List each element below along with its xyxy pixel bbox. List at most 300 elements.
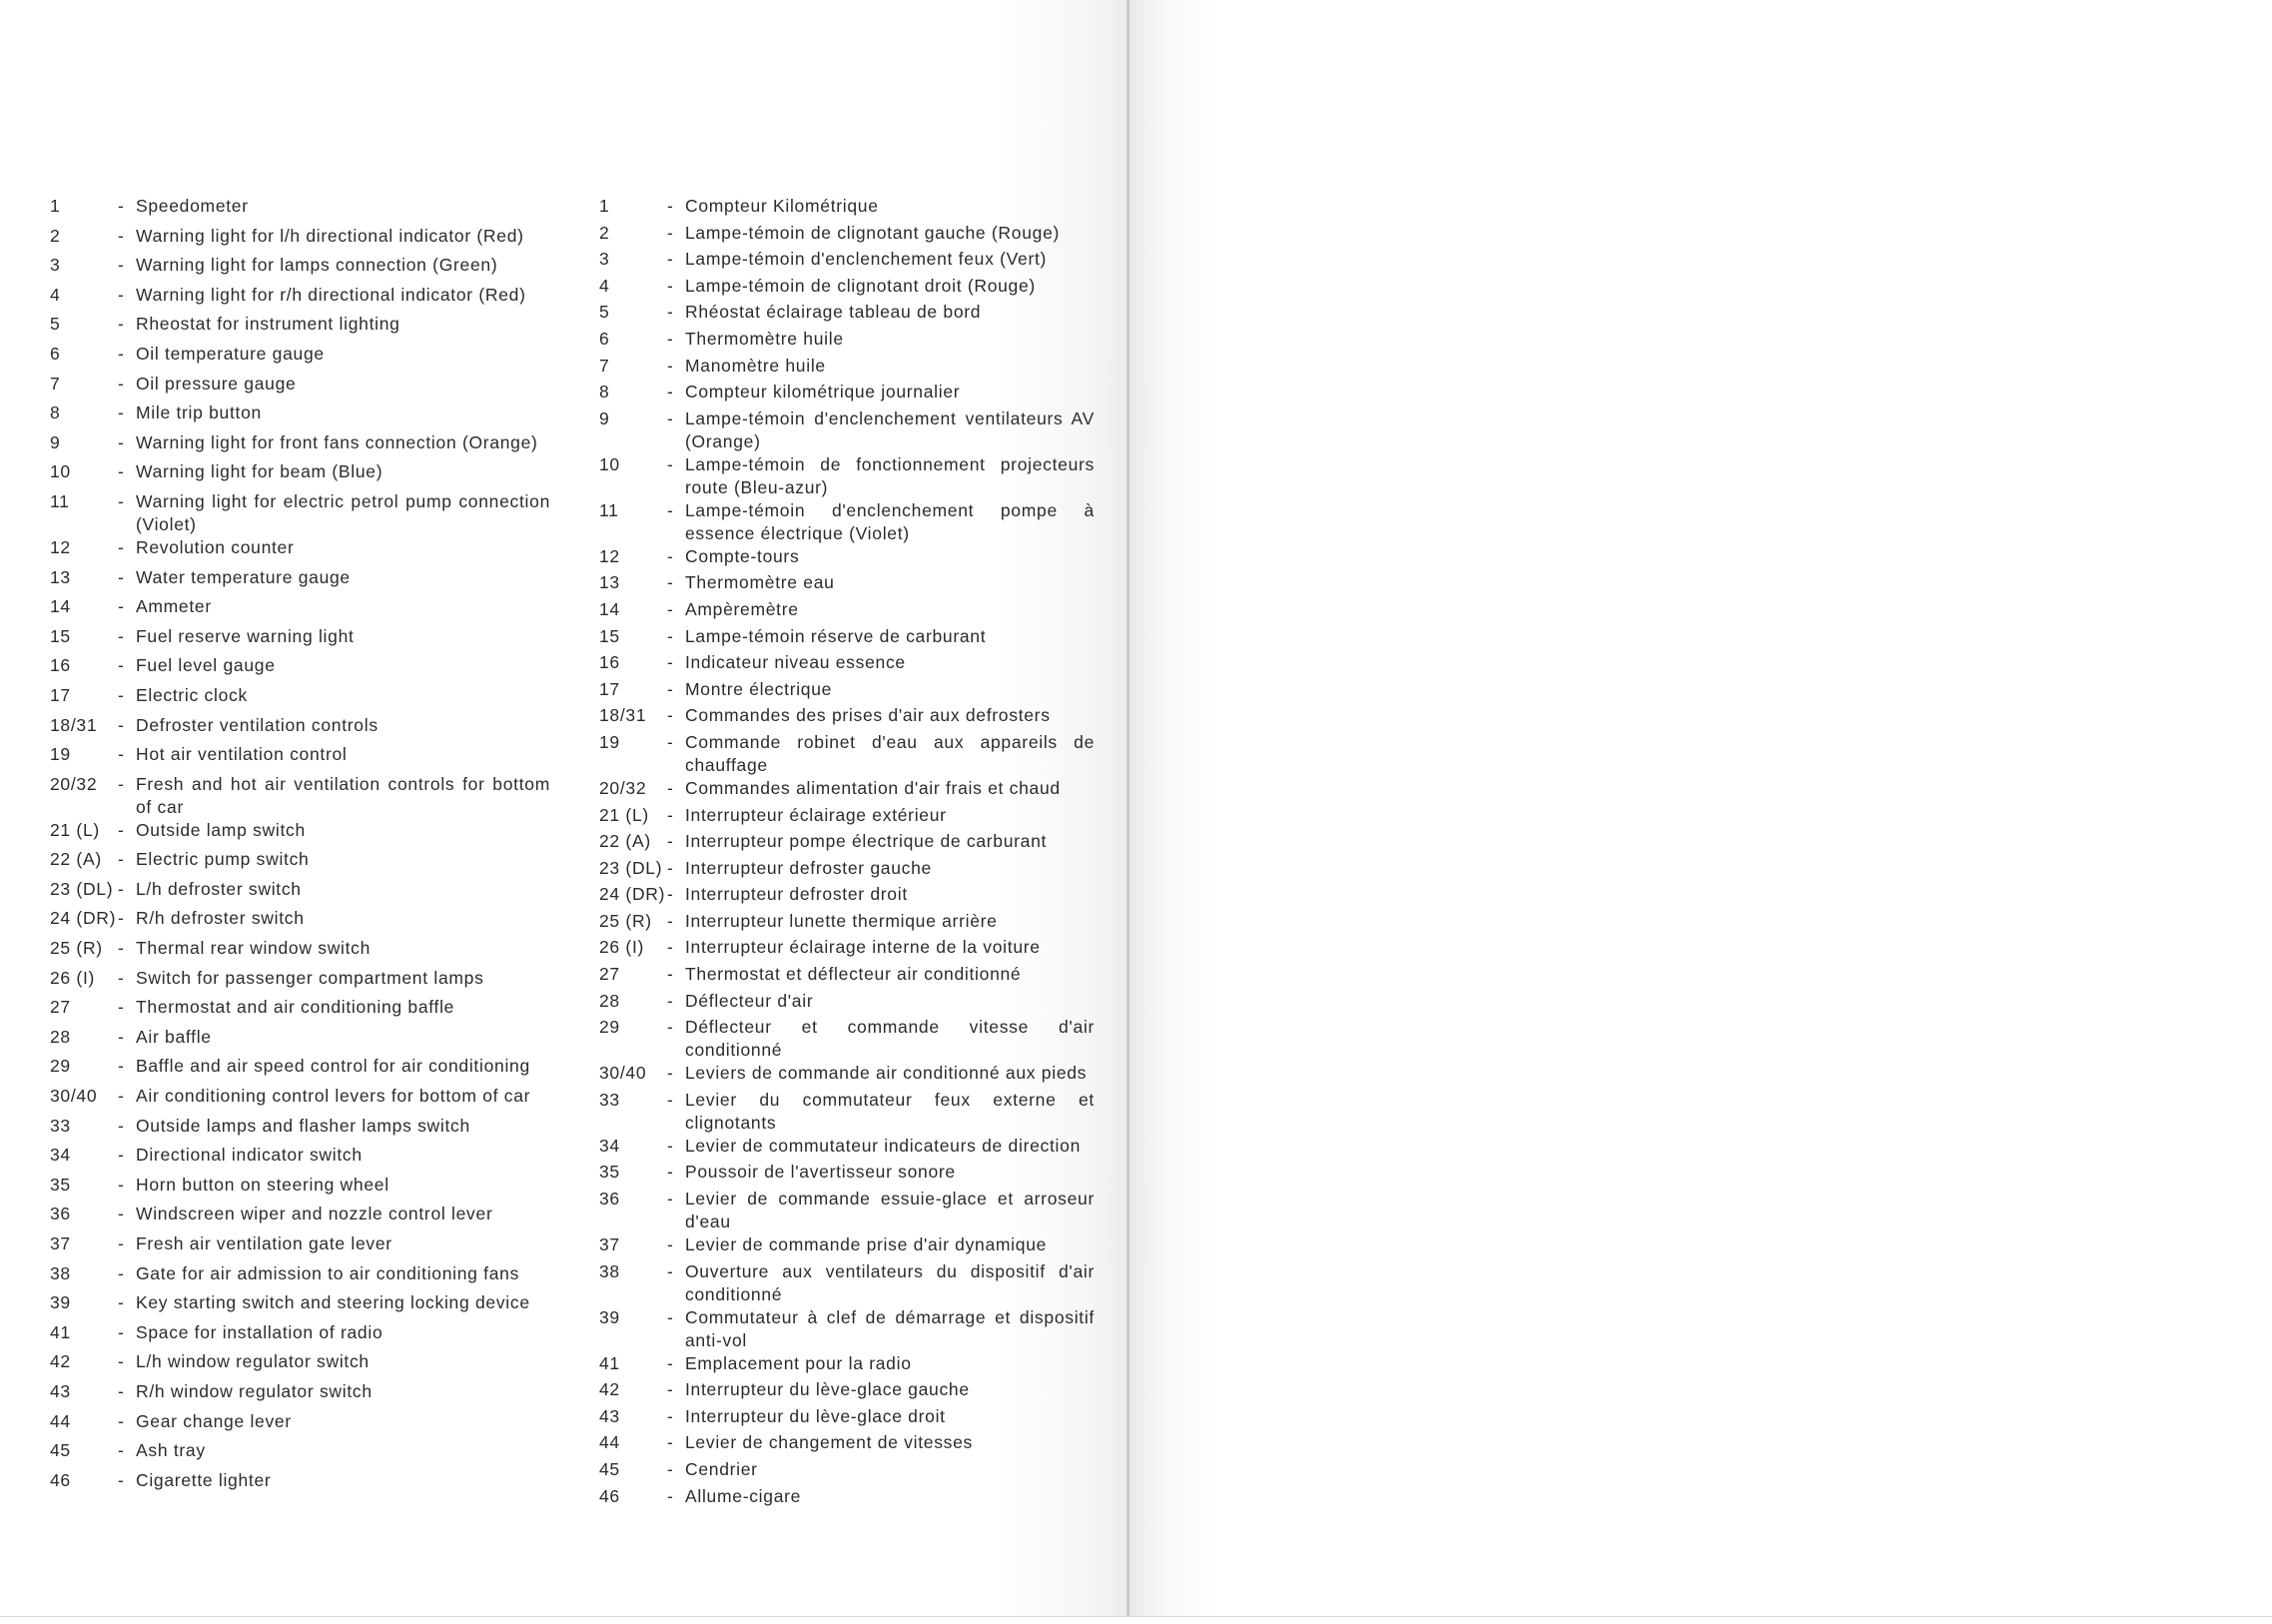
legend-text: Warning light for lamps connection (Green) (136, 255, 498, 276)
legend-dash: - (667, 1405, 674, 1426)
legend-text: Horn button on steering wheel (136, 1174, 389, 1195)
legend-text: Interrupteur lunette thermique arrière (685, 910, 998, 931)
legend-text: Lampe-témoin de clignotant droit (Rouge) (685, 275, 1036, 296)
legend-dash: - (118, 1204, 125, 1224)
legend-number: 46 (599, 1485, 620, 1506)
legend-number: 42 (599, 1379, 620, 1400)
legend-row (50, 225, 554, 255)
legend-text: Interrupteur defroster droit (685, 884, 908, 905)
legend-text: Space for installation of radio (136, 1321, 383, 1342)
legend-dash: - (118, 1056, 125, 1077)
legend-text: Lampe-témoin de clignotant gauche (Rouge) (685, 222, 1061, 243)
legend-row (599, 1431, 1099, 1458)
legend-dash: - (667, 652, 674, 673)
legend-text: Outside lamps and flasher lamps switch (136, 1115, 470, 1136)
legend-row (599, 1352, 1099, 1379)
legend-number: 46 (50, 1469, 71, 1490)
legend-text: Ouverture aux ventilateurs du dispositif d'air conditionné (685, 1260, 1095, 1304)
legend-number: 35 (50, 1174, 71, 1195)
legend-number: 3 (599, 249, 610, 270)
legend-text: Thermomètre huile (685, 328, 844, 349)
legend-row (50, 625, 554, 655)
legend-dash: - (118, 967, 125, 988)
legend-number: 34 (50, 1145, 71, 1166)
legend-row (50, 714, 554, 744)
legend-number: 8 (50, 403, 61, 423)
legend-dash: - (667, 964, 674, 985)
legend-dash: - (667, 196, 674, 216)
legend-dash: - (667, 1352, 674, 1373)
legend-dash: - (118, 849, 125, 870)
legend-number: 38 (50, 1262, 71, 1283)
legend-dash: - (118, 1321, 125, 1342)
legend-number: 41 (599, 1352, 620, 1373)
legend-text: Levier de changement de vitesses (685, 1432, 973, 1453)
legend-row (50, 460, 554, 490)
legend-row (50, 343, 554, 373)
legend-number: 21 (L) (50, 819, 100, 840)
legend-row (50, 313, 554, 343)
legend-row (599, 857, 1099, 884)
legend-number: 15 (50, 625, 71, 646)
legend-number: 33 (50, 1115, 71, 1136)
legend-dash: - (118, 819, 125, 840)
legend-dash: - (667, 1189, 674, 1210)
legend-row (599, 1016, 1099, 1062)
legend-text: Gear change lever (136, 1410, 292, 1431)
legend-number: 18/31 (50, 714, 98, 735)
legend-text: Warning light for l/h directional indicator (Red) (136, 225, 524, 246)
legend-dash: - (667, 249, 674, 270)
legend-number: 35 (599, 1162, 620, 1183)
legend-number: 25 (R) (50, 938, 103, 959)
legend-number: 20/32 (50, 773, 98, 794)
legend-text: R/h defroster switch (136, 908, 305, 929)
legend-row (50, 878, 554, 908)
book-gutter (1127, 0, 1130, 1616)
legend-number: 43 (599, 1405, 620, 1426)
legend-number: 9 (50, 431, 61, 452)
legend-row (50, 684, 554, 714)
legend-row (599, 328, 1099, 355)
legend-text: Electric pump switch (136, 849, 310, 870)
legend-row (599, 678, 1099, 705)
legend-row (599, 1089, 1099, 1135)
legend-dash: - (118, 373, 125, 394)
legend-text: Fresh air ventilation gate lever (136, 1233, 392, 1253)
legend-text: Mile trip button (136, 403, 262, 423)
legend-row (50, 195, 554, 225)
legend-row (50, 1203, 554, 1232)
legend-number: 44 (50, 1410, 71, 1431)
legend-text: Fuel level gauge (136, 655, 276, 676)
legend-row (50, 1055, 554, 1085)
legend-number: 19 (50, 744, 71, 765)
legend-text: Commandes des prises d'air aux defrosters (685, 705, 1051, 726)
legend-number: 39 (599, 1306, 620, 1327)
legend-row (50, 819, 554, 849)
legend-number: 5 (599, 302, 610, 323)
legend-text: Gate for air admission to air conditioning fans (136, 1262, 520, 1283)
legend-dash: - (667, 804, 674, 825)
legend-number: 11 (599, 499, 619, 520)
legend-row (599, 598, 1099, 625)
legend-row (599, 883, 1099, 910)
legend-dash: - (118, 1086, 125, 1107)
legend-dash: - (118, 1026, 125, 1047)
legend-row (50, 373, 554, 403)
legend-dash: - (118, 773, 125, 794)
legend-number: 5 (50, 314, 61, 335)
legend-text: Rhéostat éclairage tableau de bord (685, 302, 982, 323)
legend-number: 16 (50, 655, 71, 676)
legend-number: 6 (599, 328, 610, 349)
legend-row (50, 566, 554, 596)
legend-row (599, 248, 1099, 275)
legend-text: Air baffle (136, 1026, 212, 1047)
legend-dash: - (667, 678, 674, 699)
legend-french (599, 195, 1099, 1511)
legend-text: Lampe-témoin de fonctionnement projecteurs route (Bleu-azur) (685, 453, 1095, 497)
legend-text: Electric clock (136, 684, 248, 705)
legend-row (599, 1306, 1099, 1352)
legend-text: Indicateur niveau essence (685, 652, 906, 673)
legend-number: 23 (DL) (50, 878, 114, 899)
legend-number: 34 (599, 1135, 620, 1156)
legend-dash: - (118, 343, 125, 364)
legend-row (599, 571, 1099, 598)
legend-text: Ash tray (136, 1440, 206, 1461)
legend-text: Leviers de commande air conditionné aux pieds (685, 1063, 1088, 1084)
legend-dash: - (667, 545, 674, 566)
legend-text: Directional indicator switch (136, 1145, 363, 1166)
legend-dash: - (118, 1233, 125, 1253)
legend-row (599, 1378, 1099, 1405)
legend-row (50, 595, 554, 625)
legend-dash: - (118, 314, 125, 335)
legend-text: Oil pressure gauge (136, 373, 297, 394)
legend-dash: - (667, 1089, 674, 1110)
legend-text: Thermomètre eau (685, 572, 835, 593)
legend-row (599, 275, 1099, 302)
legend-text: Compte-tours (685, 545, 800, 566)
legend-dash: - (667, 625, 674, 646)
legend-text: Switch for passenger compartment lamps (136, 967, 484, 988)
legend-dash: - (118, 1262, 125, 1283)
legend-text: Manomètre huile (685, 355, 826, 376)
legend-row (50, 431, 554, 461)
legend-dash: - (118, 225, 125, 246)
legend-dash: - (118, 566, 125, 587)
legend-dash: - (118, 1469, 125, 1490)
legend-english (50, 195, 554, 1498)
legend-row (50, 536, 554, 566)
legend-number: 13 (599, 572, 620, 593)
legend-dash: - (118, 255, 125, 276)
legend-text: Compteur kilométrique journalier (685, 382, 961, 403)
legend-text: Warning light for r/h directional indicator (Red) (136, 284, 526, 305)
legend-row (599, 625, 1099, 652)
legend-number: 24 (DR) (599, 884, 666, 905)
legend-row (599, 990, 1099, 1017)
legend-dash: - (667, 731, 674, 752)
legend-row (50, 773, 554, 819)
legend-number: 2 (50, 225, 61, 246)
legend-dash: - (667, 1234, 674, 1255)
legend-number: 22 (A) (50, 849, 102, 870)
legend-row (599, 936, 1099, 963)
legend-number: 14 (599, 598, 620, 619)
legend-text: Interrupteur du lève-glace gauche (685, 1379, 970, 1400)
legend-text: Baffle and air speed control for air conditioning (136, 1056, 530, 1077)
legend-text: Lampe-témoin d'enclenchement pompe à essence électrique (Violet) (685, 499, 1095, 543)
legend-dash: - (118, 684, 125, 705)
legend-dash: - (118, 1410, 125, 1431)
legend-dash: - (667, 990, 674, 1011)
legend-number: 27 (50, 997, 71, 1018)
legend-dash: - (667, 777, 674, 798)
legend-dash: - (667, 355, 674, 376)
legend-number: 19 (599, 731, 620, 752)
legend-text: Key starting switch and steering locking device (136, 1292, 530, 1313)
legend-dash: - (667, 831, 674, 852)
legend-dash: - (118, 403, 125, 423)
legend-row (599, 910, 1099, 937)
legend-row (50, 284, 554, 314)
legend-row (50, 1085, 554, 1115)
legend-dash: - (667, 1162, 674, 1183)
legend-text: Lampe-témoin réserve de carburant (685, 625, 987, 646)
legend-dash: - (118, 625, 125, 646)
legend-row (599, 651, 1099, 678)
legend-row (599, 1062, 1099, 1089)
legend-row (599, 545, 1099, 572)
legend-number: 41 (50, 1321, 71, 1342)
legend-row (50, 996, 554, 1026)
legend-row (50, 1262, 554, 1292)
legend-dash: - (118, 744, 125, 765)
legend-text: Warning light for electric petrol pump connection (Violet) (136, 490, 550, 534)
legend-text: Commandes alimentation d'air frais et chaud (685, 777, 1061, 798)
legend-number: 29 (50, 1056, 71, 1077)
legend-text: Interrupteur éclairage interne de la voiture (685, 937, 1041, 958)
legend-text: Thermostat and air conditioning baffle (136, 997, 455, 1018)
legend-number: 14 (50, 596, 71, 617)
legend-dash: - (118, 1145, 125, 1166)
legend-number: 38 (599, 1260, 620, 1281)
legend-row (599, 1485, 1099, 1512)
legend-text: Lampe-témoin d'enclenchement feux (Vert) (685, 249, 1048, 270)
legend-number: 16 (599, 652, 620, 673)
legend-dash: - (667, 302, 674, 323)
legend-row (599, 407, 1099, 453)
legend-row (599, 195, 1099, 222)
legend-text: L/h defroster switch (136, 878, 302, 899)
legend-number: 10 (599, 453, 620, 474)
legend-number: 11 (50, 490, 70, 511)
legend-number: 23 (DL) (599, 857, 663, 878)
legend-dash: - (667, 222, 674, 243)
legend-row (599, 499, 1099, 545)
legend-number: 21 (L) (599, 804, 649, 825)
legend-dash: - (118, 908, 125, 929)
legend-row (50, 937, 554, 967)
legend-text: Warning light for front fans connection (Orange) (136, 431, 538, 452)
legend-number: 37 (50, 1233, 71, 1253)
legend-dash: - (118, 714, 125, 735)
legend-number: 37 (599, 1234, 620, 1255)
legend-dash: - (118, 878, 125, 899)
legend-number: 33 (599, 1089, 620, 1110)
legend-dash: - (667, 1306, 674, 1327)
legend-text: Warning light for beam (Blue) (136, 461, 383, 482)
legend-row (50, 907, 554, 937)
legend-dash: - (118, 536, 125, 557)
legend-dash: - (118, 938, 125, 959)
legend-row (599, 704, 1099, 731)
legend-row (599, 222, 1099, 249)
legend-dash: - (667, 1485, 674, 1506)
legend-row (599, 731, 1099, 777)
legend-dash: - (667, 382, 674, 403)
legend-dash: - (118, 997, 125, 1018)
legend-text: Interrupteur du lève-glace droit (685, 1405, 946, 1426)
legend-row (50, 1410, 554, 1440)
legend-dash: - (118, 1115, 125, 1136)
legend-text: Levier de commande essuie-glace et arroseur d'eau (685, 1189, 1095, 1232)
legend-number: 44 (599, 1432, 620, 1453)
legend-row (50, 1232, 554, 1262)
legend-number: 6 (50, 343, 61, 364)
legend-dash: - (667, 884, 674, 905)
legend-number: 10 (50, 461, 71, 482)
legend-text: Montre électrique (685, 678, 833, 699)
legend-text: Levier de commutateur indicateurs de direction (685, 1135, 1081, 1156)
legend-row (50, 1380, 554, 1410)
legend-text: Hot air ventilation control (136, 744, 348, 765)
legend-number: 9 (599, 407, 610, 428)
legend-dash: - (118, 431, 125, 452)
legend-text: Oil temperature gauge (136, 343, 325, 364)
legend-dash: - (667, 499, 674, 520)
legend-text: Cigarette lighter (136, 1469, 272, 1490)
legend-number: 39 (50, 1292, 71, 1313)
legend-number: 7 (599, 355, 610, 376)
legend-dash: - (667, 910, 674, 931)
legend-number: 45 (50, 1440, 71, 1461)
legend-text: Defroster ventilation controls (136, 714, 379, 735)
legend-number: 3 (50, 255, 61, 276)
right-page-blank (1130, 0, 2272, 1616)
legend-dash: - (667, 1432, 674, 1453)
legend-dash: - (118, 596, 125, 617)
legend-text: Ampèremètre (685, 598, 799, 619)
legend-dash: - (667, 572, 674, 593)
legend-dash: - (667, 407, 674, 428)
legend-number: 45 (599, 1459, 620, 1479)
legend-text: Ammeter (136, 596, 212, 617)
legend-row (50, 848, 554, 878)
legend-text: Speedometer (136, 196, 249, 216)
legend-dash: - (667, 1379, 674, 1400)
legend-row (599, 453, 1099, 499)
legend-row (50, 1321, 554, 1351)
legend-row (599, 963, 1099, 990)
bottom-edge-rule (0, 1616, 2272, 1617)
legend-number: 24 (DR) (50, 908, 117, 929)
legend-dash: - (118, 196, 125, 216)
legend-row (50, 1350, 554, 1380)
legend-text: Allume-cigare (685, 1485, 802, 1506)
legend-dash: - (667, 1135, 674, 1156)
legend-text: Thermal rear window switch (136, 938, 372, 959)
legend-dash: - (667, 598, 674, 619)
legend-dash: - (667, 453, 674, 474)
legend-text: Interrupteur defroster gauche (685, 857, 932, 878)
legend-dash: - (667, 1017, 674, 1038)
legend-row (599, 1233, 1099, 1260)
legend-number: 17 (50, 684, 71, 705)
legend-dash: - (667, 275, 674, 296)
legend-number: 7 (50, 373, 61, 394)
legend-text: Interrupteur éclairage extérieur (685, 804, 947, 825)
legend-number: 26 (I) (50, 967, 96, 988)
legend-row (50, 1115, 554, 1145)
legend-dash: - (667, 1459, 674, 1479)
legend-text: Commande robinet d'eau aux appareils de chauffage (685, 731, 1095, 775)
legend-dash: - (118, 1174, 125, 1195)
legend-text: Levier du commutateur feux externe et clignotants (685, 1089, 1095, 1133)
legend-text: Interrupteur pompe électrique de carburant (685, 831, 1048, 852)
legend-row (599, 355, 1099, 382)
legend-text: Air conditioning control levers for bottom of car (136, 1086, 531, 1107)
legend-text: Déflecteur d'air (685, 990, 814, 1011)
legend-number: 26 (I) (599, 937, 645, 958)
legend-row (599, 1260, 1099, 1306)
legend-row (50, 1291, 554, 1321)
legend-text: Thermostat et déflecteur air conditionné (685, 964, 1022, 985)
legend-row (50, 402, 554, 431)
legend-row (50, 1469, 554, 1499)
legend-dash: - (118, 655, 125, 676)
legend-number: 13 (50, 566, 71, 587)
legend-dash: - (118, 1292, 125, 1313)
legend-dash: - (667, 705, 674, 726)
legend-dash: - (667, 937, 674, 958)
legend-text: Emplacement pour la radio (685, 1352, 912, 1373)
legend-dash: - (118, 461, 125, 482)
legend-number: 18/31 (599, 705, 647, 726)
legend-number: 1 (599, 196, 610, 216)
legend-row (599, 1161, 1099, 1188)
legend-text: Windscreen wiper and nozzle control lever (136, 1204, 493, 1224)
legend-number: 15 (599, 625, 620, 646)
legend-dash: - (667, 1063, 674, 1084)
legend-number: 4 (50, 284, 61, 305)
legend-row (599, 301, 1099, 328)
legend-dash: - (118, 1440, 125, 1461)
legend-text: Cendrier (685, 1459, 758, 1479)
legend-text: R/h window regulator switch (136, 1380, 373, 1401)
legend-text: Levier de commande prise d'air dynamique (685, 1234, 1048, 1255)
legend-number: 12 (50, 536, 71, 557)
legend-row (599, 777, 1099, 804)
legend-text: Water temperature gauge (136, 566, 351, 587)
legend-number: 36 (599, 1189, 620, 1210)
legend-number: 25 (R) (599, 910, 652, 931)
legend-row (599, 1188, 1099, 1233)
legend-row (599, 804, 1099, 831)
